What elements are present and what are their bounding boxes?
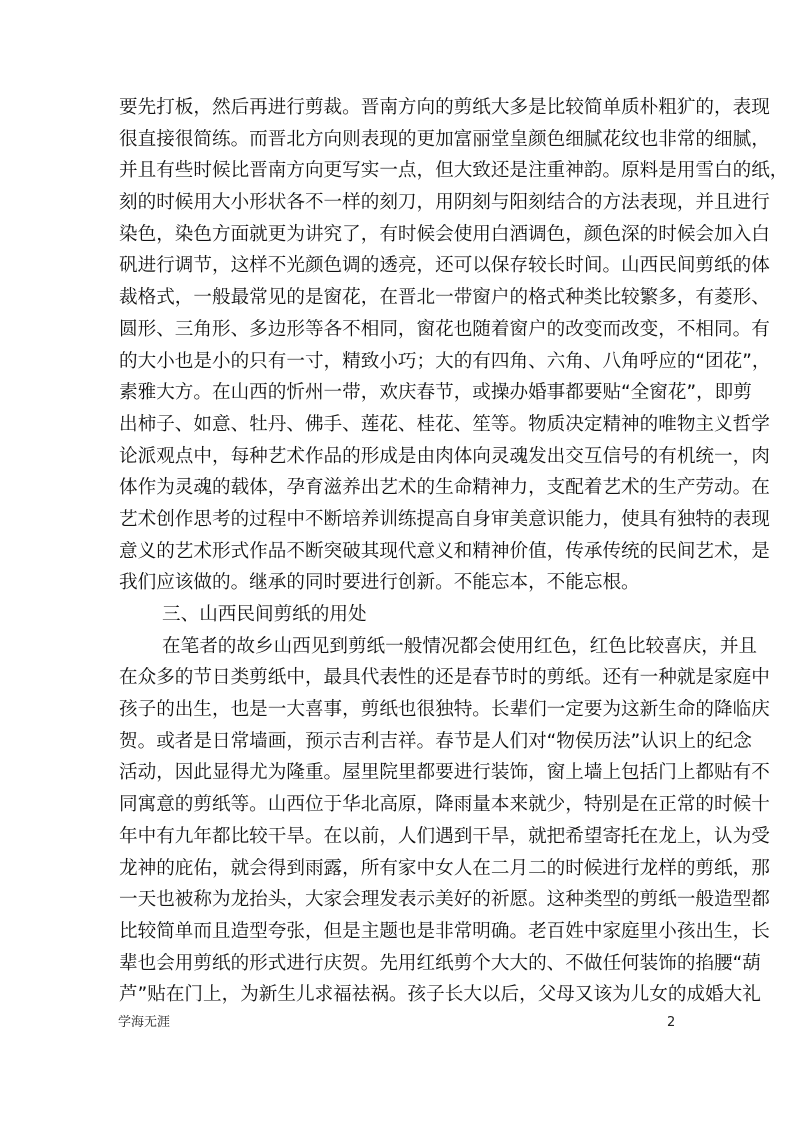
text-line: 出柿子、如意、牡丹、佛手、莲花、桂花、笙等。物质决定精神的唯物主义哲学 bbox=[119, 413, 770, 435]
text-line: 论派观点中，每种艺术作品的形成是由肉体向灵魂发出交互信号的有机统一，肉 bbox=[119, 445, 770, 467]
text-line: 素雅大方。在山西的忻州一带，欢庆春节，或操办婚事都要贴“全窗花”，即剪 bbox=[119, 382, 752, 404]
text-line: 刻的时候用大小形状各不一样的刻刀，用阴刻与阳刻结合的方法表现，并且进行 bbox=[119, 192, 770, 214]
document-body bbox=[119, 92, 789, 1011]
text-line: 比较简单而且造型夸张，但是主题也是非常明确。老百姓中家庭里小孩出生，长 bbox=[119, 920, 770, 942]
text-line: 孩子的出生，也是一大喜事，剪纸也很独特。长辈们一定要为这新生命的降临庆 bbox=[119, 699, 770, 721]
text-line: 要先打板，然后再进行剪裁。晋南方向的剪纸大多是比较简单质朴粗犷的，表现 bbox=[119, 97, 770, 118]
text-line: 意义的艺术形式作品不断突破其现代意义和精神价值，传承传统的民间艺术，是 bbox=[119, 540, 770, 562]
text-line: 染色，染色方面就更为讲究了，有时候会使用白酒调色，颜色深的时候会加入白 bbox=[119, 223, 770, 245]
text-line: 的大小也是小的只有一寸，精致小巧；大的有四角、六角、八角呼应的“团花”， bbox=[119, 350, 771, 372]
text-line: 在众多的节日类剪纸中，最具代表性的还是春节时的剪纸。还有一种就是家庭中 bbox=[119, 667, 770, 689]
text-line: 龙神的庇佑，就会得到雨露，所有家中女人在二月二的时候进行龙样的剪纸，那 bbox=[119, 857, 770, 879]
text-line: 在笔者的故乡山西见到剪纸一般情况都会使用红色，红色比较喜庆，并且 bbox=[162, 635, 758, 657]
text-line: 并且有些时候比晋南方向更写实一点，但大致还是注重神韵。原料是用雪白的纸， bbox=[119, 160, 789, 182]
section-heading: 三、山西民间剪纸的用处 bbox=[162, 604, 367, 625]
text-line: 我们应该做的。继承的同时要进行创新。不能忘本，不能忘根。 bbox=[119, 572, 640, 594]
text-line: 裁格式，一般最常见的是窗花，在晋北一带窗户的格式种类比较繁多，有菱形、 bbox=[119, 287, 770, 309]
text-line: 同寓意的剪纸等。山西位于华北高原，降雨量本来就少，特别是在正常的时候十 bbox=[119, 794, 770, 816]
paragraph-2 bbox=[119, 631, 770, 1011]
text-line: 一天也被称为龙抬头，大家会理发表示美好的祈愿。这种类型的剪纸一般造型都 bbox=[119, 889, 770, 911]
page-number: 2 bbox=[667, 1015, 676, 1030]
text-line: 体作为灵魂的载体，孕育滋养出艺术的生命精神力，支配着艺术的生产劳动。在 bbox=[119, 477, 770, 499]
text-line: 辈也会用剪纸的形式进行庆贺。先用红纸剪个大大的、不做任何装饰的掐腰“葫 bbox=[119, 952, 761, 974]
footer-left-text: 学海无涯 bbox=[118, 1015, 171, 1030]
paragraph-1 bbox=[119, 92, 789, 599]
text-line: 年中有九年都比较干旱。在以前，人们遇到干旱，就把希望寄托在龙上，认为受 bbox=[119, 825, 770, 847]
text-line: 很直接很简练。而晋北方向则表现的更加富丽堂皇颜色细腻花纹也非常的细腻， bbox=[119, 128, 770, 150]
text-line: 圆形、三角形、多边形等各不相同，窗花也随着窗户的改变而改变，不相同。有 bbox=[119, 318, 770, 340]
text-line: 芦”贴在门上，为新生儿求福祛祸。孩子长大以后，父母又该为儿女的成婚大礼 bbox=[119, 984, 761, 1006]
text-line: 贺。或者是日常墙画，预示吉利吉祥。春节是人们对“物侯历法”认识上的纪念 bbox=[119, 730, 752, 752]
text-line: 艺术创作思考的过程中不断培养训练提高自身审美意识能力，使具有独特的表现 bbox=[119, 508, 770, 530]
text-line: 矾进行调节，这样不光颜色调的透亮，还可以保存较长时间。山西民间剪纸的体 bbox=[119, 255, 770, 277]
text-line: 活动，因此显得尤为隆重。屋里院里都要进行装饰，窗上墙上包括门上都贴有不 bbox=[119, 762, 770, 784]
